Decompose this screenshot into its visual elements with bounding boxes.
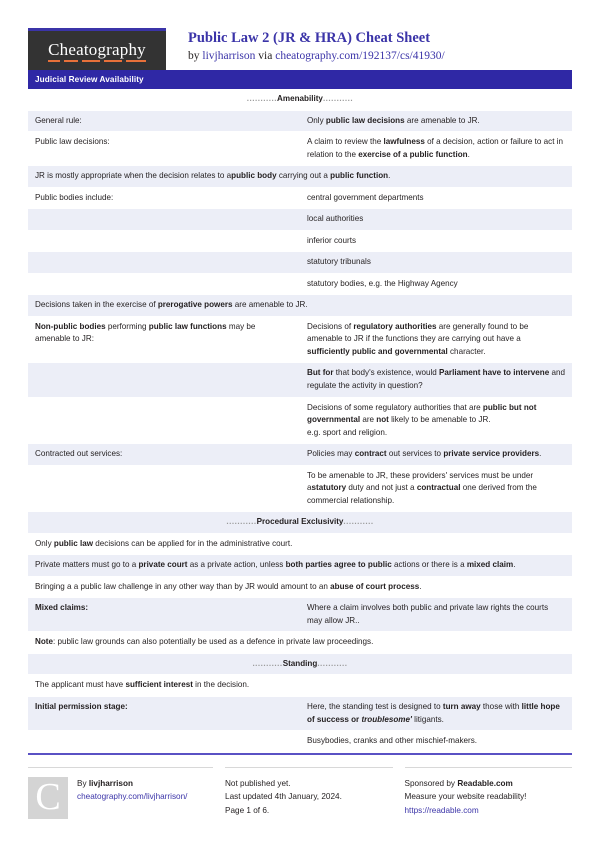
text-bold: Initial permission stage: bbox=[35, 702, 128, 711]
table-row bbox=[28, 132, 572, 166]
text-bold: Parliament have to intervene bbox=[439, 368, 550, 378]
row-value-nonpublic-bodies bbox=[300, 316, 572, 363]
sponsor-url-line bbox=[405, 804, 572, 818]
text-fragment: Private matters must go to a bbox=[35, 560, 139, 570]
divider-label: Procedural Exclusivity bbox=[256, 517, 344, 527]
text-fragment: To be amenable to JR, these providers' services must be under a bbox=[307, 470, 534, 493]
page-header bbox=[0, 0, 600, 63]
footer-author-name: livjharrison bbox=[88, 778, 133, 788]
byline-middle: via bbox=[255, 50, 276, 63]
text-fragment: Only bbox=[35, 538, 54, 548]
text-bold: lawfulness bbox=[383, 137, 425, 147]
row-key-contracted-out: Contracted out services: bbox=[28, 444, 300, 466]
text-bold: regulatory authorities bbox=[353, 321, 437, 331]
text-fragment: Sponsored by bbox=[404, 778, 458, 788]
table-row bbox=[28, 166, 572, 188]
text-fragment: duty and not just a bbox=[346, 483, 417, 493]
page-number: Page 1 of 6. bbox=[225, 805, 270, 815]
text-fragment: Bringing a a public law challenge in any other way than by JR would amount to an bbox=[35, 581, 331, 591]
row-value-contracted-out bbox=[300, 444, 572, 466]
text-fragment: carrying out a bbox=[276, 171, 331, 181]
row-value-public-law-decisions bbox=[300, 132, 572, 166]
sponsor-name: Readable.com bbox=[457, 778, 513, 788]
text-bold: But for bbox=[307, 368, 334, 378]
divider-dots-left: ........... bbox=[252, 658, 283, 668]
text-bold: Note bbox=[35, 637, 53, 647]
divider-dots-left: ........... bbox=[246, 94, 278, 103]
table-row bbox=[28, 632, 572, 654]
footer-author-column bbox=[28, 767, 213, 819]
sponsor-tagline: Measure your website readability! bbox=[404, 792, 527, 802]
row-key-blank bbox=[28, 209, 300, 231]
text-fragment: JR is mostly appropriate when the decision relates to a bbox=[35, 171, 232, 181]
row-private-matters bbox=[28, 555, 572, 577]
text-bold: private court bbox=[138, 560, 188, 570]
text-fragment: decisions can be applied for in the administrative court. bbox=[93, 538, 293, 548]
footer-sponsor-meta bbox=[405, 777, 572, 818]
section-divider-amenability bbox=[28, 89, 572, 110]
row-value-mixed-claims: Where a claim involves both public and private law rights the courts may allow JR.. bbox=[300, 598, 572, 632]
text-fragment: and regulate the activity in question? bbox=[307, 368, 565, 390]
text-fragment: are amenable to JR. bbox=[404, 115, 480, 125]
text-bold: or bbox=[348, 714, 362, 724]
text-bold: contractual bbox=[416, 483, 461, 493]
divider-label: Amenability bbox=[277, 94, 323, 103]
page-title: Public Law 2 (JR & HRA) Cheat Sheet bbox=[188, 30, 431, 46]
text-bold: sufficiently public and governmental bbox=[307, 346, 448, 356]
text-bold: little hope of success bbox=[307, 702, 560, 724]
byline-prefix: by bbox=[188, 50, 203, 63]
section-divider-standing bbox=[28, 653, 572, 675]
table-row bbox=[28, 731, 572, 753]
text-bold: both parties agree to public bbox=[285, 560, 392, 570]
text-bold: contract bbox=[354, 449, 387, 459]
text-fragment: Decisions taken in the exercise of bbox=[35, 300, 158, 310]
row-value-but-for bbox=[300, 363, 572, 397]
footer-author-url-line bbox=[77, 790, 187, 804]
table-row bbox=[28, 512, 572, 534]
row-key-blank bbox=[28, 230, 300, 252]
cheatography-logo[interactable] bbox=[28, 28, 166, 70]
table-row bbox=[28, 316, 572, 363]
table-row bbox=[28, 363, 572, 397]
row-value-initial-permission-stage bbox=[300, 697, 572, 731]
block-judicial-review-availability bbox=[28, 70, 572, 755]
footer-author-meta bbox=[77, 777, 187, 819]
table-row bbox=[28, 653, 572, 675]
table-row bbox=[28, 444, 572, 466]
last-updated: Last updated 4th January, 2024. bbox=[225, 792, 342, 802]
row-key-blank bbox=[28, 363, 300, 397]
row-key-blank bbox=[28, 397, 300, 444]
text-fragment: : public law grounds can also potentially be used as a defence in private law proceedings. bbox=[53, 637, 374, 647]
text-fragment: A claim to review the bbox=[307, 137, 384, 147]
block-header-title: Judicial Review Availability bbox=[28, 70, 572, 89]
text-bold: public but not governmental bbox=[307, 402, 537, 425]
divider-dots-right: ........... bbox=[317, 658, 348, 668]
table-row bbox=[28, 295, 572, 317]
sponsor-link[interactable]: https://readable.com bbox=[404, 805, 479, 815]
footer-publish-meta bbox=[225, 777, 392, 818]
text-fragment: may be amenable to JR: bbox=[35, 321, 256, 344]
text-bold: public law decisions bbox=[325, 115, 405, 125]
text-fragment: Policies may bbox=[307, 449, 355, 459]
text-fragment: The applicant must have bbox=[35, 680, 126, 690]
row-value-general-rule bbox=[300, 110, 572, 132]
row-note-defence bbox=[28, 632, 572, 654]
sheet-body bbox=[0, 70, 600, 755]
footer-sponsor-column bbox=[405, 767, 572, 819]
text-fragment: . bbox=[539, 449, 542, 459]
text-bold: abuse of court process bbox=[330, 581, 420, 591]
text-fragment: are generally found to be amenable to JR if the functions they are carrying out have a bbox=[307, 321, 529, 344]
text-fragment: By bbox=[77, 778, 89, 788]
text-fragment: Here, the standing test is designed to bbox=[307, 702, 443, 711]
row-administrative-court bbox=[28, 533, 572, 555]
text-bold: private service providers bbox=[443, 449, 540, 459]
text-fragment: are bbox=[360, 415, 377, 425]
footer-author-line bbox=[77, 777, 187, 791]
author-link[interactable]: livjharrison bbox=[202, 50, 256, 63]
table-row bbox=[28, 110, 572, 132]
table-row bbox=[28, 675, 572, 697]
table-row bbox=[28, 252, 572, 274]
table-row bbox=[28, 555, 572, 577]
row-key-blank bbox=[28, 465, 300, 512]
table-row bbox=[28, 598, 572, 632]
text-bold: public function bbox=[330, 171, 389, 181]
row-key-general-rule: General rule: bbox=[28, 110, 300, 132]
text-fragment: performing bbox=[105, 321, 149, 331]
text-fragment: out services to bbox=[386, 449, 444, 459]
text-fragment: likely to be amenable to JR. bbox=[388, 415, 491, 425]
publish-status: Not published yet. bbox=[225, 778, 291, 788]
text-fragment: those with bbox=[480, 702, 522, 711]
row-jr-appropriate bbox=[28, 166, 572, 188]
text-bold: mixed claim bbox=[466, 560, 514, 570]
text-fragment: actions or there is a bbox=[391, 560, 467, 570]
text-fragment: . bbox=[513, 560, 516, 570]
table-row bbox=[28, 465, 572, 512]
avatar: C bbox=[28, 777, 68, 819]
table-row bbox=[28, 576, 572, 598]
row-key-public-bodies: Public bodies include: bbox=[28, 187, 300, 209]
text-fragment: character. bbox=[447, 346, 486, 356]
table-row bbox=[28, 697, 572, 731]
text-fragment: as a private action, unless bbox=[187, 560, 286, 570]
source-url-link[interactable]: cheatography.com/192137/cs/41930/ bbox=[275, 50, 445, 63]
row-value-not-governmental bbox=[300, 397, 572, 444]
divider-label: Standing bbox=[282, 658, 318, 668]
text-bold: sufficient interest bbox=[125, 680, 193, 690]
table-row bbox=[28, 397, 572, 444]
table-row bbox=[28, 89, 572, 110]
row-key-mixed-claims bbox=[28, 598, 300, 632]
footer-publish-column bbox=[225, 767, 392, 819]
row-value-contracted-statutory-duty bbox=[300, 465, 572, 512]
text-fragment: e.g. sport and religion. bbox=[307, 427, 388, 437]
text-fragment: Decisions of some regulatory authorities that are bbox=[307, 402, 483, 412]
row-value-public-bodies-5: statutory bodies, e.g. the Highway Agency bbox=[300, 273, 572, 295]
text-bold: not bbox=[376, 415, 389, 425]
divider-dots-right: ........... bbox=[343, 517, 374, 527]
row-abuse-of-process bbox=[28, 576, 572, 598]
text-bold: exercise of a public function bbox=[358, 149, 468, 159]
text-bold: public body bbox=[231, 171, 277, 181]
divider-dots-right: ........... bbox=[322, 94, 354, 103]
cheatography-logo-text: Cheatography bbox=[48, 40, 146, 62]
row-value-public-bodies-3: inferior courts bbox=[300, 230, 572, 252]
text-fragment: . bbox=[388, 171, 391, 181]
text-bold: statutory bbox=[311, 483, 347, 493]
text-fragment: Decisions of bbox=[307, 321, 354, 331]
text-fragment: that body's existence, would bbox=[333, 368, 440, 378]
table-row bbox=[28, 230, 572, 252]
page-footer bbox=[0, 755, 600, 819]
byline bbox=[188, 50, 445, 64]
row-value-public-bodies-1: central government departments bbox=[300, 187, 572, 209]
row-key-public-law-decisions: Public law decisions: bbox=[28, 132, 300, 166]
text-fragment: litigants. bbox=[411, 714, 444, 724]
row-value-public-bodies-2: local authorities bbox=[300, 209, 572, 231]
row-key-blank bbox=[28, 731, 300, 753]
row-value-busybodies: Busybodies, cranks and other mischief-makers. bbox=[300, 731, 572, 753]
text-fragment: of a decision, action or failure to act in relation to the bbox=[307, 137, 563, 159]
text-bold: prerogative powers bbox=[157, 300, 233, 310]
table-row bbox=[28, 187, 572, 209]
row-key-blank bbox=[28, 273, 300, 295]
sponsor-line bbox=[405, 777, 572, 791]
section-divider-procedural-exclusivity bbox=[28, 512, 572, 534]
text-fragment: . bbox=[467, 149, 470, 159]
row-key-nonpublic-bodies bbox=[28, 316, 300, 363]
title-block bbox=[166, 28, 445, 64]
table-row bbox=[28, 533, 572, 555]
text-fragment: . bbox=[419, 581, 422, 591]
table-row bbox=[28, 273, 572, 295]
row-sufficient-interest bbox=[28, 675, 572, 697]
text-bold: turn away bbox=[442, 702, 481, 711]
text-bold: Non-public bodies bbox=[35, 321, 106, 331]
text-fragment: Only bbox=[307, 115, 326, 125]
text-bold-italic: troublesome' bbox=[361, 714, 412, 724]
content-table bbox=[28, 89, 572, 753]
row-key-initial-permission-stage bbox=[28, 697, 300, 731]
text-bold: Mixed claims: bbox=[35, 603, 89, 613]
text-fragment: one derived from the commercial relationship. bbox=[307, 483, 537, 505]
table-row bbox=[28, 209, 572, 231]
divider-dots-left: ........... bbox=[226, 517, 257, 527]
row-value-public-bodies-4: statutory tribunals bbox=[300, 252, 572, 274]
row-prerogative-powers bbox=[28, 295, 572, 317]
row-key-blank bbox=[28, 252, 300, 274]
text-bold: public law functions bbox=[148, 321, 227, 331]
text-fragment: are amenable to JR. bbox=[232, 300, 308, 310]
text-bold: public law bbox=[53, 538, 94, 548]
footer-author-link[interactable]: cheatography.com/livjharrison/ bbox=[77, 792, 188, 802]
text-fragment: in the decision. bbox=[192, 680, 250, 690]
